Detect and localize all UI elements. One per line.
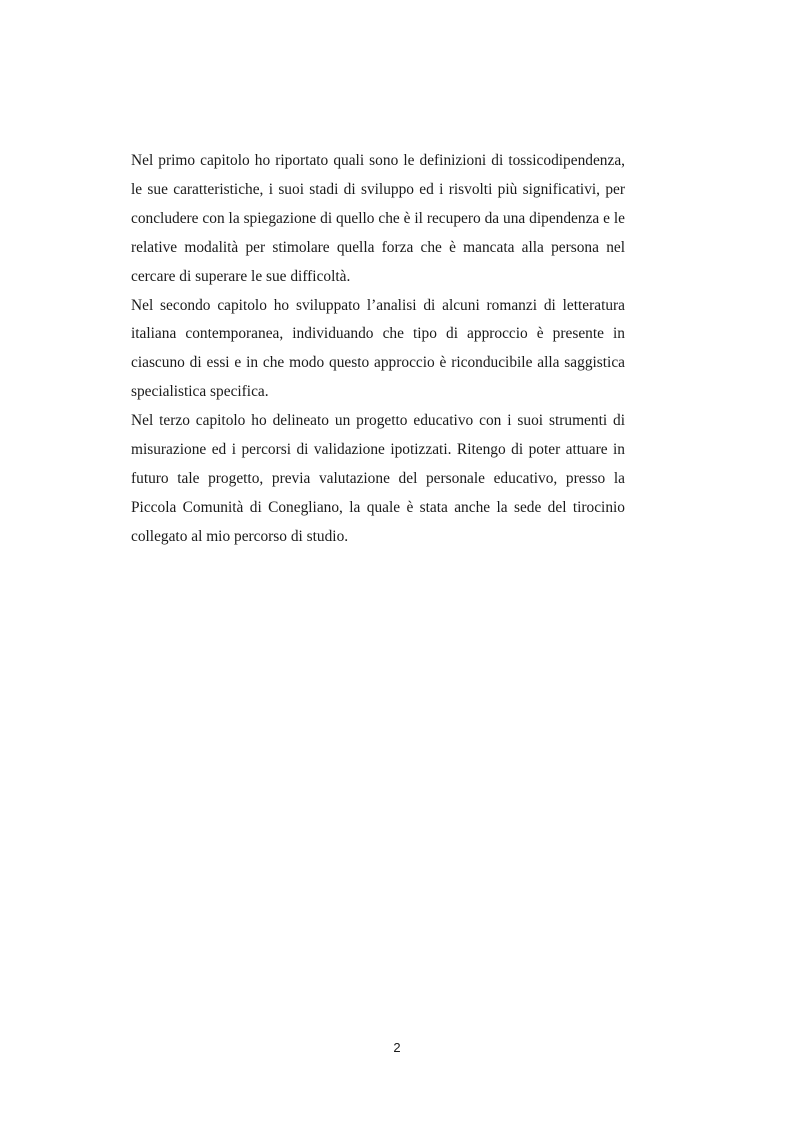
body-text — [131, 147, 625, 552]
paragraph-chapter-one: Nel primo capitolo ho riportato quali sono le definizioni di tossicodipendenza, le sue caratteristiche, i suoi stadi di sviluppo ed i risvolti più significativi, per concludere con la spiegazione di quello che è il recupero da una dipendenza e le relative modalità per stimolare quella forza che è mancata alla persona nel cercare di superare le sue difficoltà. — [131, 152, 625, 285]
paragraph-chapter-two: Nel secondo capitolo ho sviluppato l’analisi di alcuni romanzi di letteratura italiana contemporanea, individuando che tipo di approccio è presente in ciascuno di essi e in che modo questo approccio è riconducibile alla saggistica specialistica specifica. — [131, 296, 625, 401]
page-number: 2 — [393, 1040, 401, 1055]
paragraph-chapter-three: Nel terzo capitolo ho delineato un progetto educativo con i suoi strumenti di misurazione ed i percorsi di validazione ipotizzati. Ritengo di poter attuare in futuro tale progetto, previa valutazione del personale educativo, presso la Piccola Comunità di Conegliano, la quale è stata anche la sede del tirocinio collegato al mio percorso di studio. — [131, 412, 625, 545]
